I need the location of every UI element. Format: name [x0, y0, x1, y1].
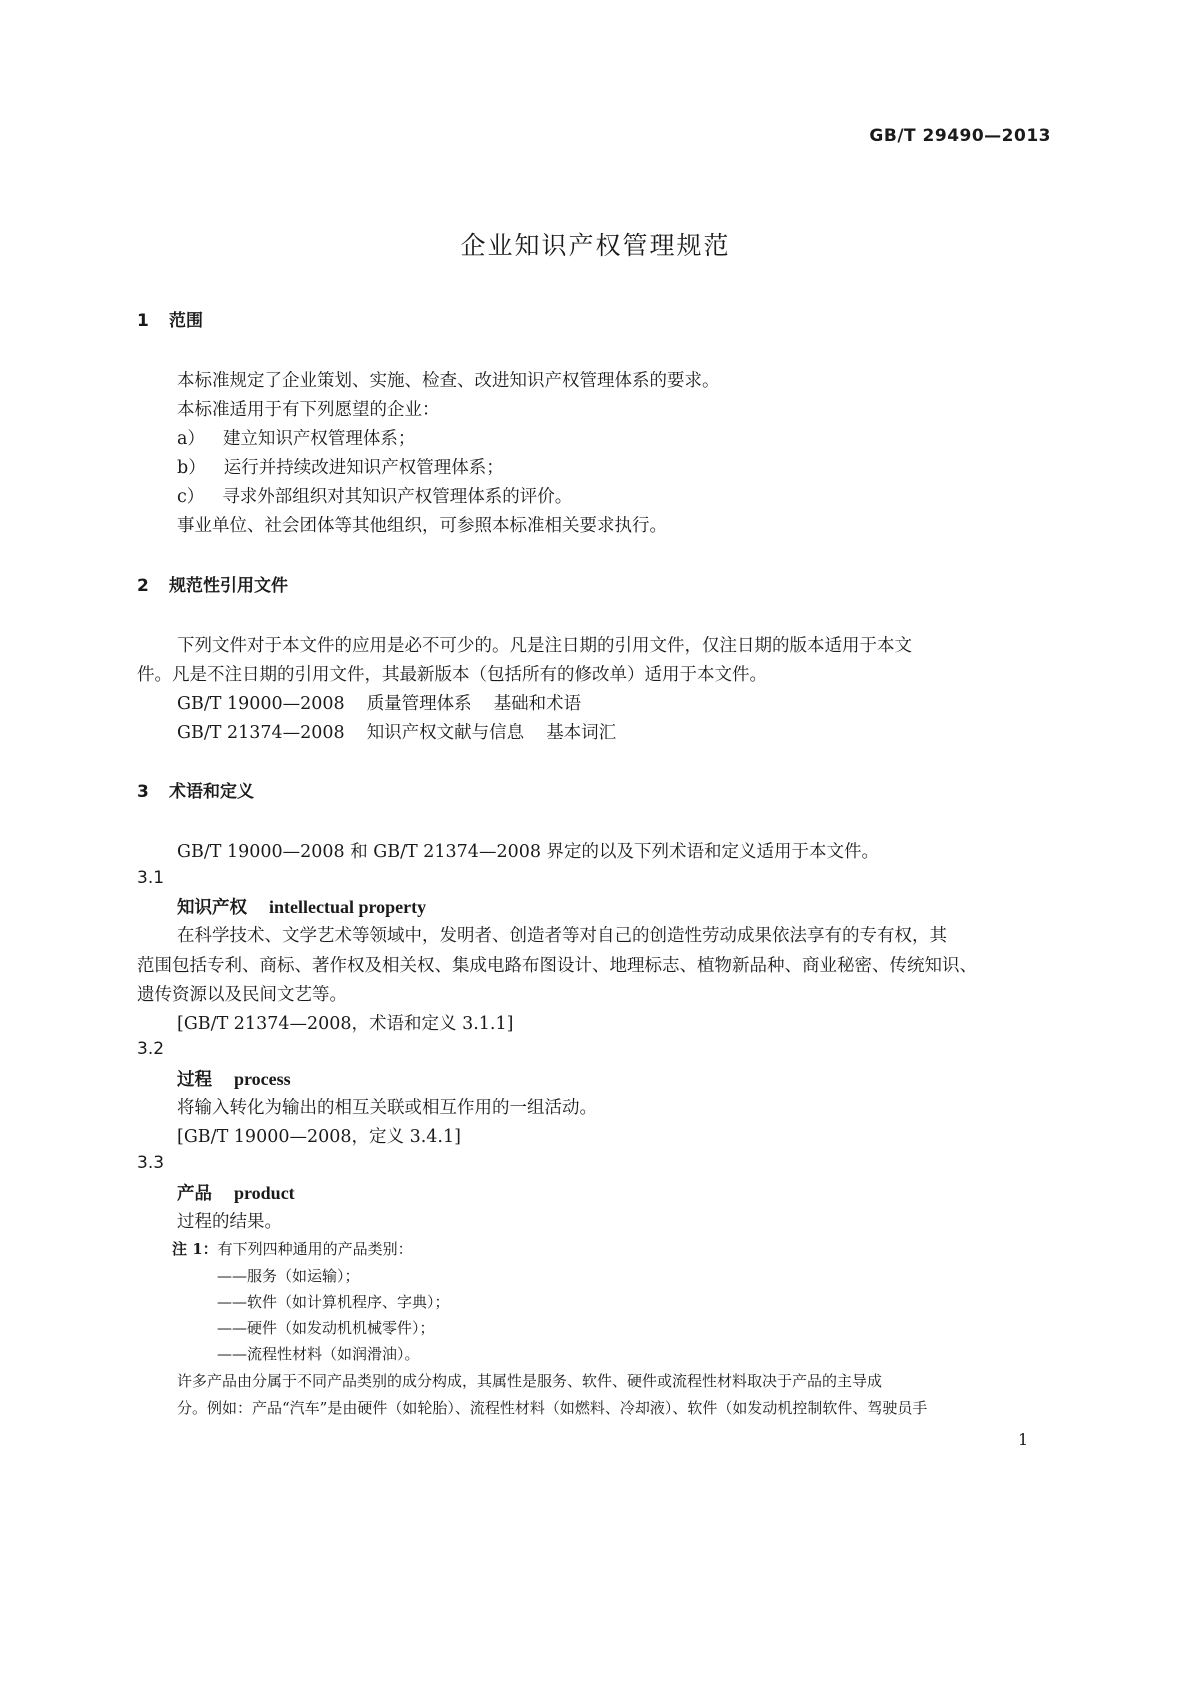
list-text: 建立知识产权管理体系； — [222, 429, 416, 449]
section-title: 范围 — [169, 311, 203, 331]
definition-line: 在科学技术、文学艺术等领域中，发明者、创造者等对自己的创造性劳动成果依法享有的专有权，其 — [177, 926, 947, 946]
term-zh: 知识产权 — [177, 898, 247, 918]
term-en: intellectual property — [269, 897, 427, 917]
list-text: 寻求外部组织对其知识产权管理体系的评价。 — [222, 487, 573, 507]
list-item — [177, 454, 504, 479]
paragraph: 事业单位、社会团体等其他组织，可参照本标准相关要求执行。 — [177, 516, 667, 536]
reference-item — [177, 719, 616, 744]
term-source: [GB/T 19000—2008，定义 3.4.1] — [177, 1127, 461, 1147]
list-marker: a） — [177, 429, 205, 449]
term-en: process — [234, 1069, 291, 1089]
section-number: 1 — [137, 311, 149, 331]
section-2-heading — [137, 571, 288, 596]
reference-code: GB/T 19000—2008 — [177, 694, 345, 714]
note-paragraph-line: 分。例如：产品“汽车”是由硬件（如轮胎）、流程性材料（如燃料、冷却液）、软件（如发动机控制软件、驾驶员手 — [177, 1399, 928, 1417]
paragraph: 本标准适用于有下列愿望的企业： — [177, 400, 440, 420]
page-number: 1 — [1018, 1430, 1029, 1449]
reference-subtitle: 基本词汇 — [546, 723, 617, 743]
list-text: 运行并持续改进知识产权管理体系； — [223, 458, 504, 478]
reference-item — [177, 690, 581, 715]
section-1-heading — [137, 306, 203, 331]
standard-code: GB/T 29490—2013 — [869, 126, 1051, 146]
definition-line: 将输入转化为输出的相互关联或相互作用的一组活动。 — [177, 1098, 597, 1118]
note-list-item: ——软件（如计算机程序、字典）； — [217, 1293, 450, 1311]
term-en: product — [234, 1183, 295, 1203]
term-number: 3.3 — [137, 1153, 165, 1173]
reference-title: 质量管理体系 — [366, 694, 472, 714]
definition-line: 遗传资源以及民间文艺等。 — [137, 985, 347, 1005]
note-list-item: ——硬件（如发动机机械零件）； — [217, 1319, 435, 1337]
reference-subtitle: 基础和术语 — [493, 694, 582, 714]
term-zh: 过程 — [177, 1070, 212, 1090]
list-marker: c） — [177, 487, 205, 507]
definition-line: 过程的结果。 — [177, 1212, 282, 1232]
term-number: 3.1 — [137, 868, 165, 888]
section-number: 3 — [137, 782, 149, 802]
term-zh: 产品 — [177, 1184, 212, 1204]
section-title: 规范性引用文件 — [169, 576, 288, 596]
paragraph: GB/T 19000—2008 和 GB/T 21374—2008 界定的以及下列术语和定义适用于本文件。 — [177, 842, 880, 862]
section-number: 2 — [137, 576, 149, 596]
reference-title: 知识产权文献与信息 — [366, 723, 525, 743]
note-list-item: ——流程性材料（如润滑油）。 — [217, 1345, 420, 1363]
term-number: 3.2 — [137, 1039, 165, 1059]
list-item — [177, 425, 415, 450]
paragraph-line: 下列文件对于本文件的应用是必不可少的。凡是注日期的引用文件，仅注日期的版本适用于本文 — [177, 636, 912, 656]
section-title: 术语和定义 — [169, 782, 254, 802]
note-heading — [172, 1238, 413, 1259]
term-heading — [177, 1066, 291, 1091]
term-heading — [177, 894, 426, 919]
paragraph: 本标准规定了企业策划、实施、检查、改进知识产权管理体系的要求。 — [177, 371, 720, 391]
list-marker: b） — [177, 458, 206, 478]
reference-code: GB/T 21374—2008 — [177, 723, 345, 743]
definition-line: 范围包括专利、商标、著作权及相关权、集成电路布图设计、地理标志、植物新品种、商业秘密、传统知识、 — [137, 956, 977, 976]
note-list-item: ——服务（如运输）； — [217, 1267, 360, 1285]
note-paragraph-line: 许多产品由分属于不同产品类别的成分构成，其属性是服务、软件、硬件或流程性材料取决于产品的主导成 — [177, 1372, 883, 1390]
note-label: 注 1： — [172, 1240, 218, 1258]
term-heading — [177, 1180, 295, 1205]
document-title: 企业知识产权管理规范 — [460, 231, 731, 260]
note-intro: 有下列四种通用的产品类别： — [217, 1240, 413, 1258]
section-3-heading — [137, 777, 254, 802]
paragraph-line: 件。凡是不注日期的引用文件，其最新版本（包括所有的修改单）适用于本文件。 — [137, 665, 767, 685]
list-item — [177, 483, 572, 508]
term-source: [GB/T 21374—2008，术语和定义 3.1.1] — [177, 1014, 514, 1034]
